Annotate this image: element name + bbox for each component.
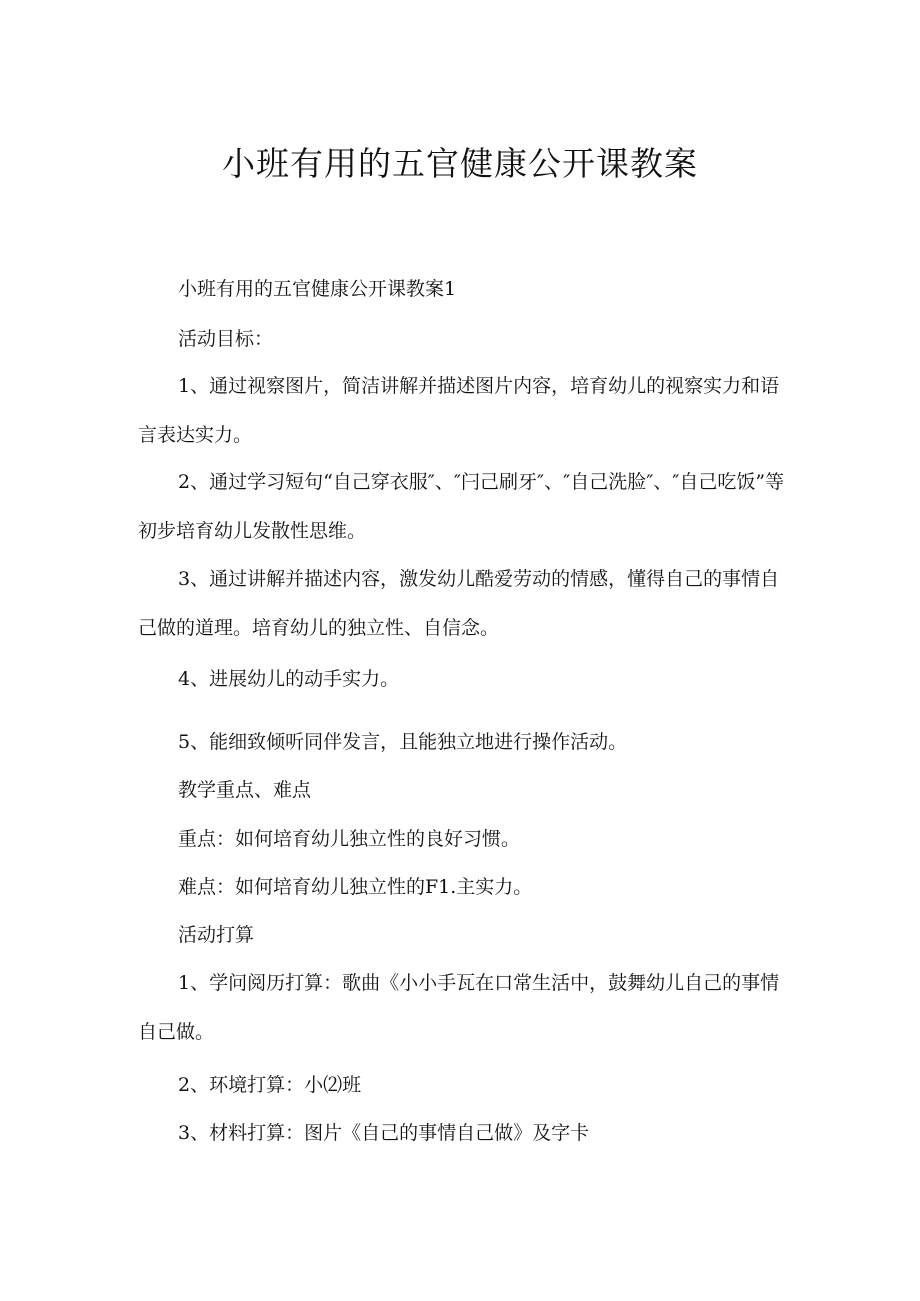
paragraph-preparation-heading: 活动打算 [178, 924, 255, 946]
paragraph-goal-2: 2、通过学习短句“自己穿衣服″、″闩己刷牙″、″自己洗脸″、″自己吃饭”等初步培育幼儿发散性思维。 [138, 471, 785, 542]
paragraph-goal-3: 3、通过讲解并描述内容，激发幼儿酷爱劳动的情感，懂得自己的事情自己做的道理。培育幼儿的独立性、自信念。 [138, 568, 780, 639]
section-heading: 小班有用的五官健康公开课教案1 [178, 278, 457, 300]
document-title: 小班有用的五官健康公开课教案 [222, 144, 698, 183]
paragraph-goals-heading: 活动目标： [178, 328, 274, 350]
paragraph-key-points-heading: 教学重点、难点 [178, 779, 312, 801]
paragraph-difficulty: 难点：如何培育幼儿独立性的F1.主实力。 [178, 876, 533, 898]
paragraph-goal-1: 1、通过视察图片，简洁讲解并描述图片内容，培育幼儿的视察实力和语言表达实力。 [138, 375, 780, 446]
paragraph-prep-2: 2、环境打算：小⑵班 [178, 1074, 362, 1096]
paragraph-goal-4: 4、进展幼儿的动手实力。 [178, 668, 400, 690]
paragraph-key-point: 重点：如何培育幼儿独立性的良好习惯。 [178, 828, 521, 850]
paragraph-goal-5: 5、能细致倾听同伴发言，且能独立地进行操作活动。 [178, 731, 628, 753]
paragraph-prep-1: 1、学问阅历打算：歌曲《小小手瓦在口常生活中，鼓舞幼儿自己的事情自己做。 [138, 972, 780, 1043]
paragraph-prep-3: 3、材料打算：图片《自己的事情自己做》及字卡 [178, 1122, 590, 1144]
